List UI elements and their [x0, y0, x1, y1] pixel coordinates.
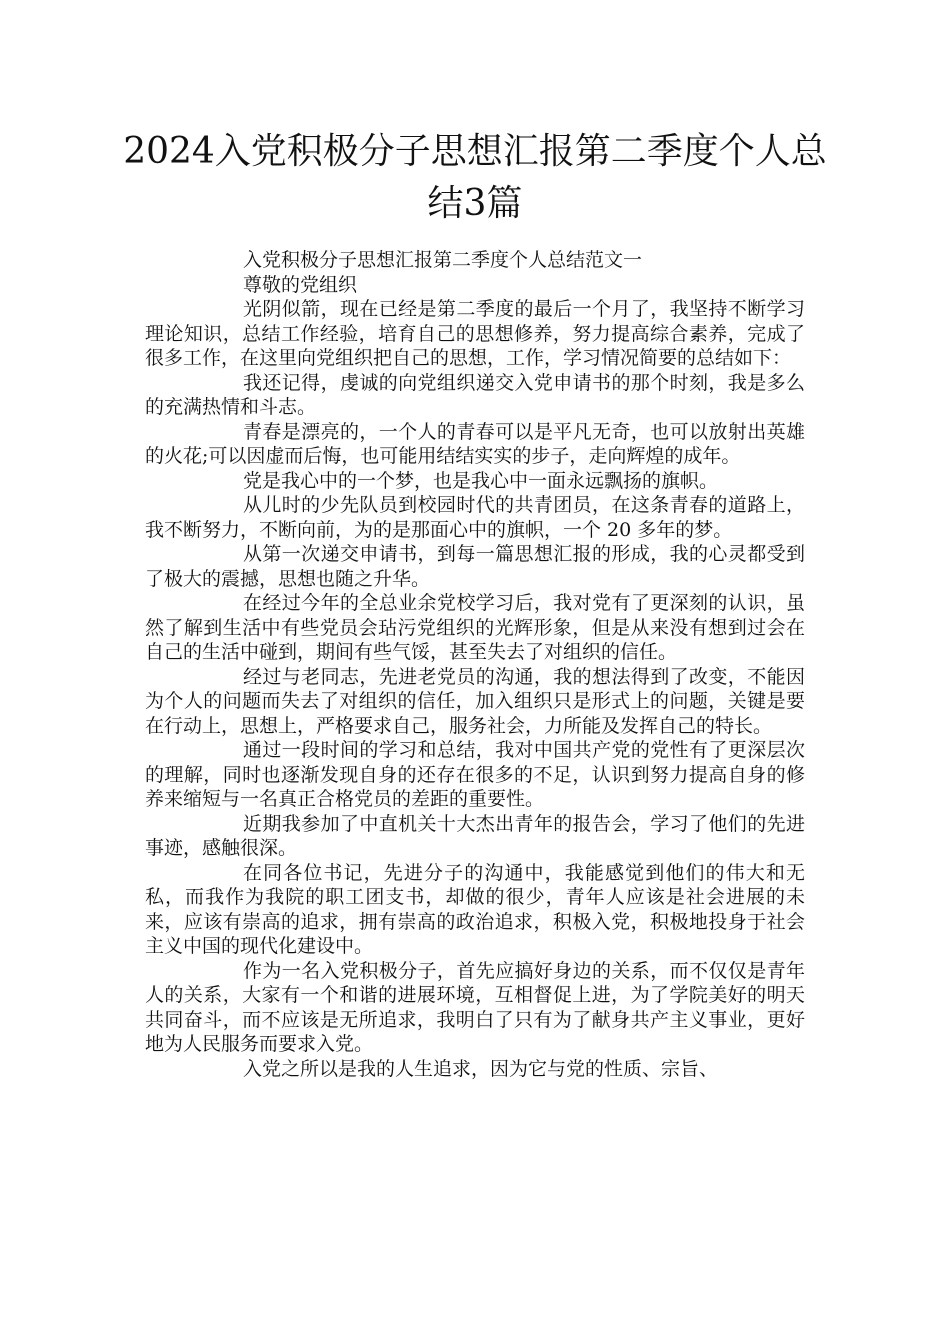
paragraph: 入党之所以是我的人生追求，因为它与党的性质、宗旨、: [243, 1057, 719, 1080]
document-body: [145, 248, 805, 1081]
paragraph: 在经过今年的全总业余党校学习后，我对党有了更深刻的认识，虽然了解到生活中有些党员会玷污党组织的光辉形象，但是从来没有想到过会在自己的生活中碰到，期间有些气馁，甚至失去了对组织的信任。: [145, 592, 805, 663]
paragraph: 作为一名入党积极分子，首先应搞好身边的关系，而不仅仅是青年人的关系，大家有一个和谐的进展环境，互相督促上进，为了学院美好的明天共同奋斗，而不应该是无所追求，我明白了只有为了献身共产主义事业，更好地为人民服务而要求入党。: [145, 959, 805, 1055]
paragraph: 在同各位书记，先进分子的沟通中，我能感觉到他们的伟大和无私，而我作为我院的职工团支书，却做的很少，青年人应该是社会进展的未来，应该有崇高的追求，拥有崇高的政治追求，积极入党，积极地投身于社会主义中国的现代化建设中。: [145, 861, 805, 957]
paragraph: 光阴似箭，现在已经是第二季度的最后一个月了，我坚持不断学习理论知识，总结工作经验，培育自己的思想修养，努力提高综合素养，完成了很多工作，在这里向党组织把自己的思想，工作，学习情况简要的总结如下：: [145, 298, 805, 369]
paragraph: 我还记得，虔诚的向党组织递交入党申请书的那个时刻，我是多么的充满热情和斗志。: [145, 371, 805, 418]
paragraph: 近期我参加了中直机关十大杰出青年的报告会，学习了他们的先进事迹，感触很深。: [145, 812, 805, 859]
paragraph: 经过与老同志，先进老党员的沟通，我的想法得到了改变，不能因为个人的问题而失去了对组织的信任，加入组织只是形式上的问题，关键是要在行动上，思想上，严格要求自己，服务社会，力所能及发挥自己的特长。: [145, 665, 805, 737]
salutation: 尊敬的党组织: [243, 273, 358, 296]
section-heading: 入党积极分子思想汇报第二季度个人总结范文一: [243, 249, 643, 271]
paragraph: 从第一次递交申请书，到每一篇思想汇报的形成，我的心灵都受到了极大的震撼，思想也随之升华。: [145, 543, 805, 590]
paragraph: 通过一段时间的学习和总结，我对中国共产党的党性有了更深层次的理解，同时也逐渐发现自身的还存在很多的不足，认识到努力提高自身的修养来缩短与一名真正合格党员的差距的重要性。: [145, 739, 805, 810]
document-title: 2024入党积极分子思想汇报第二季度个人总结3篇: [123, 131, 827, 224]
paragraph: 青春是漂亮的，一个人的青春可以是平凡无奇，也可以放射出英雄的火花;可以因虚而后悔，也可能用结结实实的步子，走向辉煌的成年。: [145, 420, 805, 467]
paragraph: 从儿时的少先队员到校园时代的共青团员，在这条青春的道路上，我不断努力，不断向前，为的是那面心中的旗帜，一个 20 多年的梦。: [145, 494, 805, 541]
paragraph: 党是我心中的一个梦，也是我心中一面永远飘扬的旗帜。: [243, 469, 719, 492]
